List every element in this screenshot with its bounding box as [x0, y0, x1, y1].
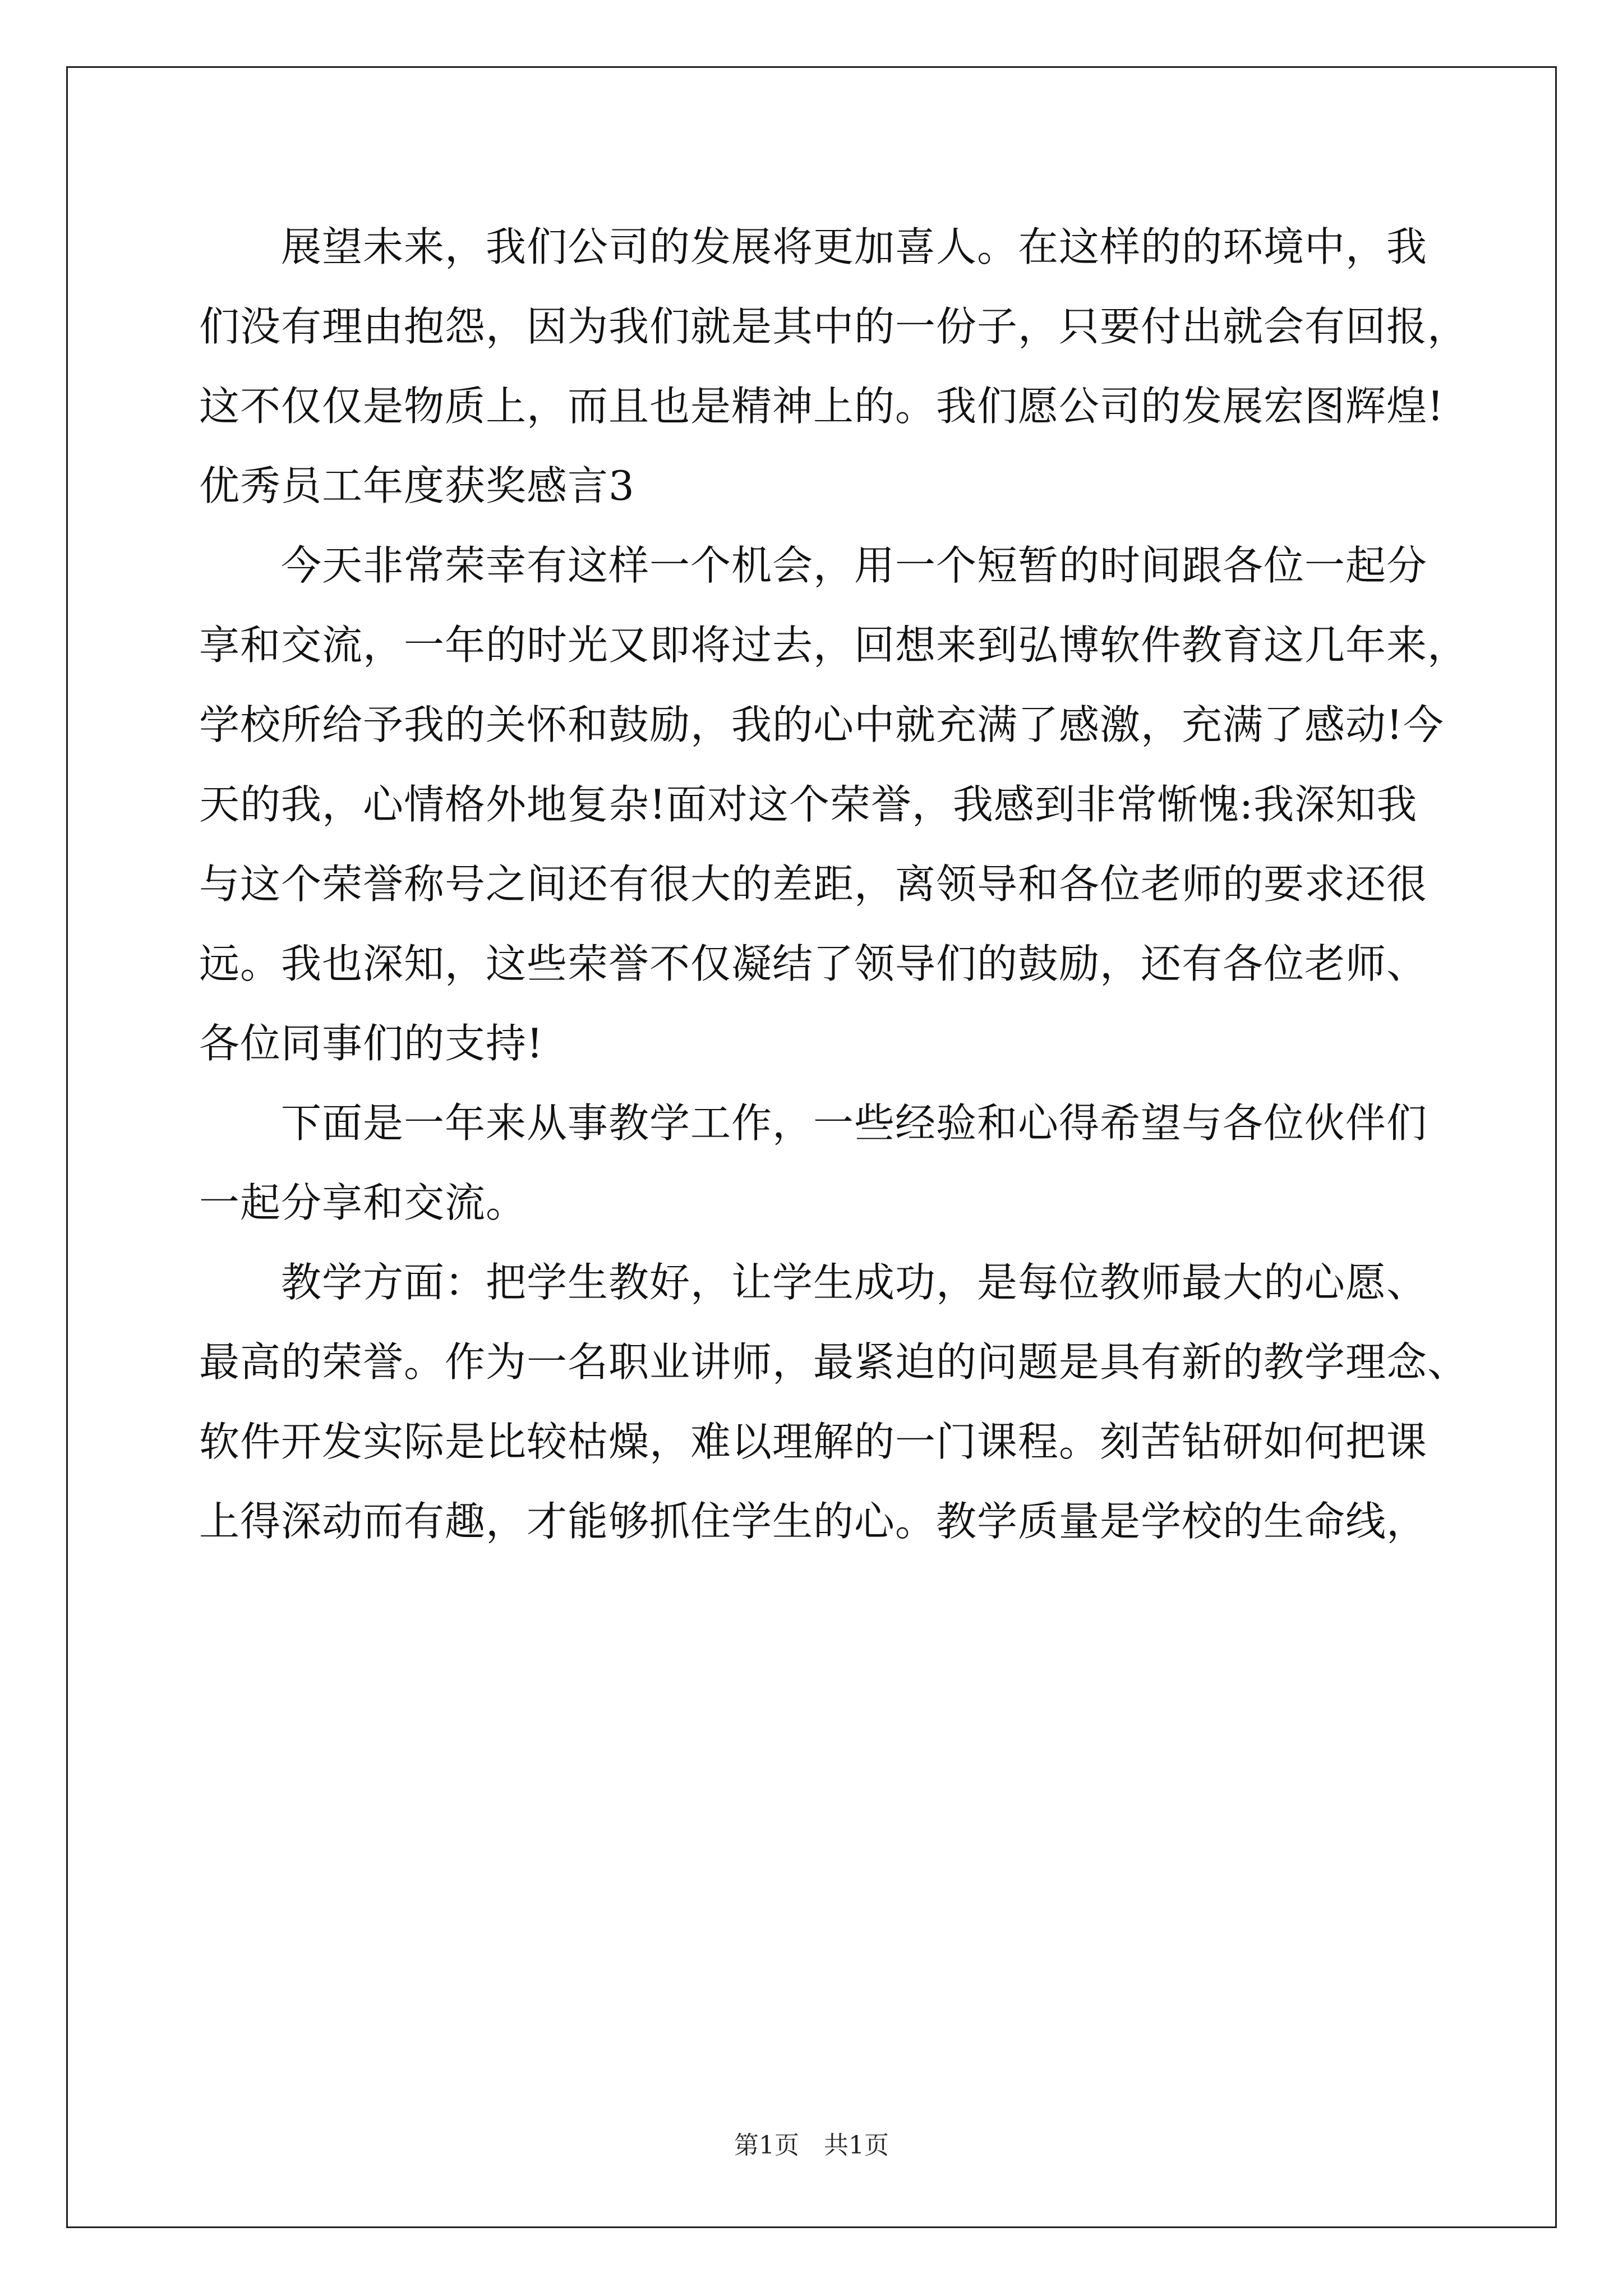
text-line: 一起分享和交流。 [199, 1179, 527, 1226]
text-line: 最高的荣誉。作为一名职业讲师，最紧迫的问题是具有新的教学理念、 [199, 1338, 1469, 1386]
text-line: 今天非常荣幸有这样一个机会，用一个短暂的时间跟各位一起分 [199, 542, 1428, 589]
text-line: 软件开发实际是比较枯燥，难以理解的一门课程。刻苦钻研如何把课 [199, 1418, 1428, 1465]
text-line: 与这个荣誉称号之间还有很大的差距，离领导和各位老师的要求还很 [199, 861, 1428, 908]
text-line: 各位同事们的支持! [199, 1020, 543, 1067]
text-line: 们没有理由抱怨，因为我们就是其中的一份子，只要付出就会有回报， [199, 303, 1469, 350]
text-line: 展望未来，我们公司的发展将更加喜人。在这样的的环境中，我 [199, 223, 1428, 270]
text-line: 远。我也深知，这些荣誉不仅凝结了领导们的鼓励，还有各位老师、 [199, 940, 1428, 987]
text-line: 下面是一年来从事教学工作，一些经验和心得希望与各位伙伴们 [199, 1099, 1428, 1147]
text-line: 学校所给予我的关怀和鼓励，我的心中就充满了感激，充满了感动!今 [199, 701, 1444, 748]
section-heading: 优秀员工年度获奖感言3 [199, 462, 635, 509]
text-line: 这不仅仅是物质上，而且也是精神上的。我们愿公司的发展宏图辉煌! [199, 383, 1444, 430]
text-line: 享和交流，一年的时光又即将过去，回想来到弘博软件教育这几年来， [199, 622, 1469, 669]
text-line: 天的我，心情格外地复杂!面对这个荣誉，我感到非常惭愧:我深知我 [199, 781, 1418, 828]
text-line: 教学方面：把学生教好，让学生成功，是每位教师最大的心愿、 [199, 1259, 1428, 1306]
page-footer: 第1页 共1页 [734, 2131, 889, 2160]
text-line: 上得深动而有趣，才能够抓住学生的心。教学质量是学校的生命线， [199, 1498, 1428, 1545]
